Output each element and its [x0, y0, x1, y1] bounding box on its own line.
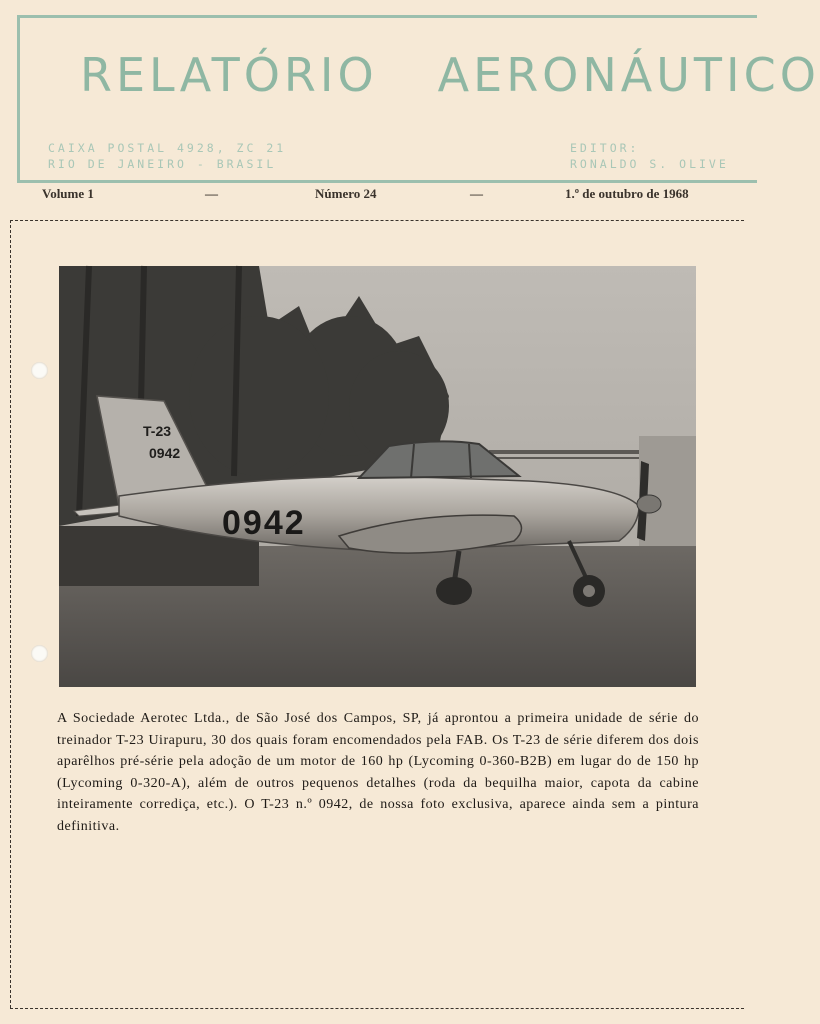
aircraft-photo-drawing	[59, 266, 696, 687]
photo-caption: A Sociedade Aerotec Ltda., de São José dos Campos, SP, já aprontou a primeira unidade de série do treinador T-23 Uirapuru, 30 dos quais foram encomendados pela FAB. Os T-23 de série diferem dos dois aparêlhos pré-série pela adoção de um motor de 160 hp (Lycoming 0-360-B2B) em lugar do de 150 hp (Lycoming 0-320-A), além de outros pequenos detalhes (roda da bequilha maior, capota da cabine inteiramente corrediça, etc.). O T-23 n.º 0942, de nossa foto exclusiva, aparece ainda sem a pintura definitiva.	[57, 711, 699, 834]
editor-block	[570, 140, 729, 172]
aircraft-photo	[59, 266, 696, 687]
fuselage-number: 0942	[222, 504, 306, 542]
frame-bottom-rule	[10, 1008, 744, 1009]
frame-left-rule	[10, 220, 11, 1008]
address-line-2: RIO DE JANEIRO - BRASIL	[48, 157, 277, 171]
punch-hole-icon	[31, 645, 48, 662]
issue-line	[0, 186, 744, 206]
publication-title	[80, 48, 820, 102]
address-line-1: CAIXA POSTAL 4928, ZC 21	[48, 141, 287, 155]
separator-2: —	[470, 186, 483, 201]
title-part-2: AERONÁUTICO	[437, 48, 820, 102]
punch-hole-icon	[31, 362, 48, 379]
editor-name: RONALDO S. OLIVE	[570, 157, 729, 171]
tail-code: T-23	[143, 423, 172, 439]
issue-date: 1.º de outubro de 1968	[565, 186, 689, 201]
issue-number: Número 24	[315, 186, 377, 201]
tail-number: 0942	[149, 445, 181, 461]
masthead	[17, 15, 820, 183]
volume-label: Volume 1	[42, 186, 94, 201]
postal-address	[48, 140, 286, 172]
editor-label: EDITOR:	[570, 141, 640, 155]
frame-top-rule	[10, 220, 744, 221]
separator-1: —	[205, 186, 218, 201]
title-part-1: RELATÓRIO	[80, 48, 378, 102]
